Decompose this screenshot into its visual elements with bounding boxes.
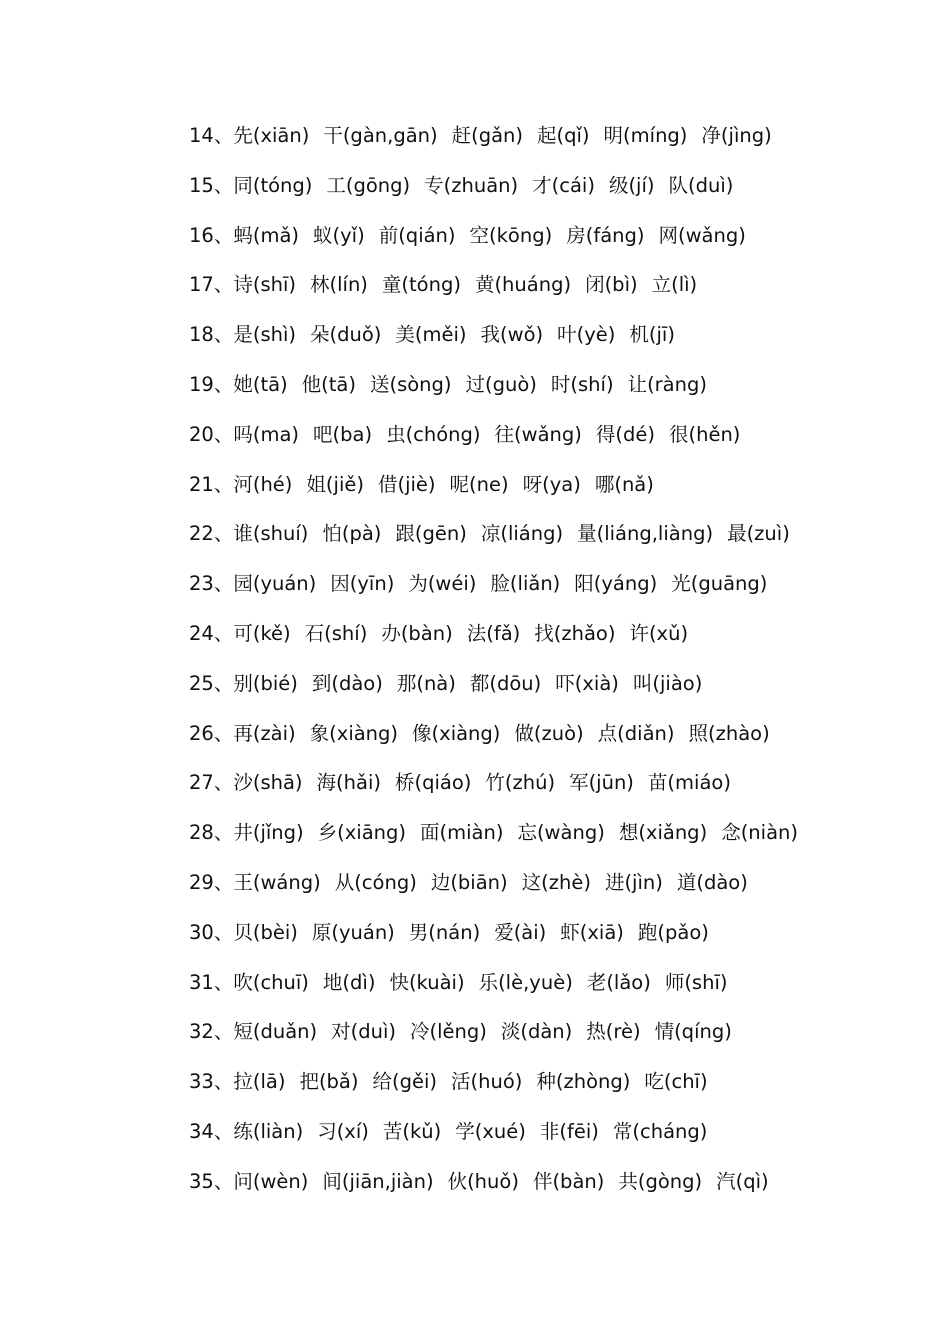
- character-entry: 诗(shī): [233, 273, 296, 297]
- character-entry: 伴(bàn): [532, 1169, 605, 1193]
- character-entry: 量(liáng,liàng): [577, 522, 714, 546]
- line-number: 18: [189, 323, 214, 347]
- character-entry: 黄(huáng): [474, 273, 572, 297]
- character-entry: 热(rè): [586, 1020, 641, 1044]
- character-entry: 拉(lā): [233, 1070, 286, 1094]
- character-entry: 共(gòng): [618, 1169, 703, 1193]
- character-entry: 乡(xiāng): [317, 821, 407, 845]
- character-entry: 网(wǎng): [658, 223, 746, 247]
- character-entry: 叶(yè): [557, 323, 616, 347]
- character-entry: 过(guò): [465, 372, 537, 396]
- character-entry: 呀(ya): [522, 472, 581, 496]
- character-entry: 朵(duǒ): [310, 323, 382, 347]
- line-number: 34: [189, 1119, 214, 1143]
- character-entry: 做(zuò): [514, 721, 584, 745]
- character-entry: 军(jūn): [569, 771, 634, 795]
- character-entry: 她(tā): [233, 372, 288, 396]
- character-entry: 河(hé): [233, 472, 293, 496]
- line-separator: 、: [213, 323, 234, 347]
- character-entry: 石(shí): [304, 621, 368, 645]
- line-separator: 、: [213, 920, 234, 944]
- character-entry: 情(qíng): [654, 1020, 732, 1044]
- line-number: 17: [189, 273, 214, 297]
- character-entry: 我(wǒ): [480, 323, 544, 347]
- character-entry: 往(wǎng): [494, 422, 582, 446]
- line-separator: 、: [213, 1070, 234, 1094]
- line-number: 16: [189, 223, 214, 247]
- character-entry: 竹(zhú): [485, 771, 556, 795]
- line-separator: 、: [213, 970, 234, 994]
- character-entry: 借(jiè): [377, 472, 436, 496]
- line-separator: 、: [213, 870, 234, 894]
- character-entry: 都(dōu): [469, 671, 542, 695]
- character-entry: 王(wáng): [233, 870, 321, 894]
- character-entry: 许(xǔ): [629, 621, 689, 645]
- character-entry: 地(dì): [322, 970, 376, 994]
- line-separator: 、: [213, 124, 234, 147]
- character-entry: 得(dé): [595, 422, 655, 446]
- character-entry: 最(zuì): [727, 522, 790, 546]
- character-entry: 立(lì): [651, 273, 698, 297]
- character-entry: 队(duì): [668, 173, 734, 197]
- line-separator: 、: [213, 223, 234, 247]
- character-entry: 吃(chī): [644, 1070, 708, 1094]
- character-entry: 非(fēi): [539, 1119, 599, 1143]
- line-separator: 、: [213, 522, 234, 546]
- line-number: 24: [189, 621, 214, 645]
- character-entry: 老(lǎo): [586, 970, 651, 994]
- character-entry: 干(gàn,gān): [323, 124, 438, 147]
- vocabulary-line: [189, 365, 929, 415]
- character-entry: 到(dào): [311, 671, 383, 695]
- vocabulary-line: [189, 265, 929, 315]
- character-entry: 找(zhǎo): [534, 621, 616, 645]
- character-entry: 才(cái): [532, 173, 595, 197]
- character-entry: 问(wèn): [233, 1169, 309, 1193]
- vocabulary-line: [189, 465, 929, 515]
- vocabulary-line: [189, 1062, 929, 1112]
- character-entry: 井(jǐng): [233, 821, 304, 845]
- character-entry: 林(lín): [310, 273, 368, 297]
- line-separator: 、: [213, 372, 234, 396]
- character-entry: 道(dào): [676, 870, 748, 894]
- line-number: 22: [189, 522, 214, 546]
- character-entry: 蚁(yǐ): [313, 223, 365, 247]
- character-entry: 很(hěn): [668, 422, 741, 446]
- character-entry: 怕(pà): [322, 522, 382, 546]
- character-entry: 童(tóng): [381, 273, 461, 297]
- character-entry: 明(míng): [603, 124, 688, 147]
- character-entry: 常(cháng): [612, 1119, 708, 1143]
- character-entry: 忘(wàng): [517, 821, 605, 845]
- line-number: 28: [189, 821, 214, 845]
- character-entry: 念(niàn): [721, 821, 798, 845]
- character-entry: 把(bǎ): [299, 1070, 359, 1094]
- character-entry: 虫(chóng): [386, 422, 481, 446]
- line-number: 25: [189, 671, 214, 695]
- character-entry: 谁(shuí): [233, 522, 309, 546]
- vocabulary-line: [189, 564, 929, 614]
- line-separator: 、: [213, 1020, 234, 1044]
- vocabulary-line: [189, 1112, 929, 1162]
- character-entry: 沙(shā): [233, 771, 303, 795]
- vocabulary-line: [189, 1162, 929, 1212]
- character-entry: 法(fǎ): [466, 621, 521, 645]
- character-entry: 可(kě): [233, 621, 291, 645]
- vocabulary-line: [189, 514, 929, 564]
- line-separator: 、: [213, 173, 234, 197]
- line-number: 35: [189, 1169, 214, 1193]
- character-entry: 别(bié): [233, 671, 298, 695]
- vocabulary-list: [189, 116, 929, 1212]
- character-entry: 吧(ba): [313, 422, 373, 446]
- character-entry: 前(qián): [378, 223, 456, 247]
- vocabulary-line: [189, 1012, 929, 1062]
- line-separator: 、: [213, 721, 234, 745]
- character-entry: 美(měi): [395, 323, 467, 347]
- character-entry: 吹(chuī): [233, 970, 309, 994]
- character-entry: 虾(xiā): [560, 920, 624, 944]
- character-entry: 照(zhào): [688, 721, 770, 745]
- character-entry: 学(xué): [455, 1119, 526, 1143]
- line-number: 29: [189, 870, 214, 894]
- character-entry: 间(jiān,jiàn): [322, 1169, 434, 1193]
- line-number: 31: [189, 970, 214, 994]
- character-entry: 工(gōng): [326, 173, 411, 197]
- character-entry: 师(shī): [664, 970, 728, 994]
- character-entry: 房(fáng): [566, 223, 645, 247]
- character-entry: 凉(liáng): [480, 522, 564, 546]
- character-entry: 想(xiǎng): [618, 821, 708, 845]
- vocabulary-line: [189, 714, 929, 764]
- line-number: 20: [189, 422, 214, 446]
- character-entry: 吗(ma): [233, 422, 300, 446]
- character-entry: 练(liàn): [233, 1119, 304, 1143]
- line-separator: 、: [213, 621, 234, 645]
- line-number: 32: [189, 1020, 214, 1044]
- line-number: 26: [189, 721, 214, 745]
- line-number: 27: [189, 771, 214, 795]
- vocabulary-line: [189, 415, 929, 465]
- character-entry: 男(nán): [408, 920, 481, 944]
- character-entry: 闭(bì): [585, 273, 638, 297]
- character-entry: 边(biān): [430, 870, 508, 894]
- character-entry: 跑(pǎo): [637, 920, 709, 944]
- character-entry: 让(ràng): [627, 372, 707, 396]
- character-entry: 快(kuài): [389, 970, 465, 994]
- line-number: 19: [189, 372, 214, 396]
- character-entry: 那(nà): [396, 671, 456, 695]
- character-entry: 贝(bèi): [233, 920, 298, 944]
- character-entry: 像(xiàng): [412, 721, 501, 745]
- line-separator: 、: [213, 821, 234, 845]
- line-separator: 、: [213, 1119, 234, 1143]
- vocabulary-line: [189, 166, 929, 216]
- vocabulary-line: [189, 763, 929, 813]
- vocabulary-line: [189, 664, 929, 714]
- vocabulary-line: [189, 614, 929, 664]
- character-entry: 跟(gēn): [395, 522, 467, 546]
- character-entry: 对(duì): [331, 1020, 396, 1044]
- line-number: 30: [189, 920, 214, 944]
- line-number: 21: [189, 472, 214, 496]
- character-entry: 苦(kǔ): [382, 1119, 442, 1143]
- character-entry: 面(miàn): [420, 821, 504, 845]
- character-entry: 冷(lěng): [409, 1020, 487, 1044]
- character-entry: 蚂(mǎ): [233, 223, 300, 247]
- character-entry: 淡(dàn): [500, 1020, 573, 1044]
- character-entry: 爱(ài): [494, 920, 547, 944]
- vocabulary-line: [189, 315, 929, 365]
- line-separator: 、: [213, 771, 234, 795]
- character-entry: 这(zhè): [521, 870, 591, 894]
- character-entry: 呢(ne): [449, 472, 509, 496]
- character-entry: 桥(qiáo): [394, 771, 472, 795]
- character-entry: 汽(qì): [716, 1169, 769, 1193]
- character-entry: 他(tā): [301, 372, 356, 396]
- line-separator: 、: [213, 572, 234, 596]
- vocabulary-line: [189, 216, 929, 266]
- line-number: 14: [189, 124, 214, 147]
- character-entry: 原(yuán): [311, 920, 395, 944]
- character-entry: 短(duǎn): [233, 1020, 318, 1044]
- character-entry: 象(xiàng): [309, 721, 399, 745]
- character-entry: 伙(huǒ): [447, 1169, 519, 1193]
- line-number: 15: [189, 173, 214, 197]
- line-separator: 、: [213, 472, 234, 496]
- character-entry: 姐(jiě): [306, 472, 364, 496]
- line-separator: 、: [213, 273, 234, 297]
- character-entry: 给(gěi): [372, 1070, 437, 1094]
- character-entry: 种(zhòng): [536, 1070, 631, 1094]
- character-entry: 是(shì): [233, 323, 296, 347]
- character-entry: 空(kōng): [469, 223, 553, 247]
- character-entry: 办(bàn): [381, 621, 453, 645]
- line-separator: 、: [213, 1169, 234, 1193]
- character-entry: 为(wéi): [408, 572, 477, 596]
- vocabulary-line: [189, 963, 929, 1013]
- character-entry: 光(guāng): [671, 572, 768, 596]
- character-entry: 阳(yáng): [574, 572, 658, 596]
- character-entry: 活(huó): [451, 1070, 523, 1094]
- character-entry: 时(shí): [550, 372, 614, 396]
- vocabulary-line: [189, 813, 929, 863]
- character-entry: 赶(gǎn): [451, 124, 524, 147]
- character-entry: 从(cóng): [334, 870, 417, 894]
- character-entry: 苗(miáo): [647, 771, 731, 795]
- character-entry: 哪(nǎ): [594, 472, 654, 496]
- character-entry: 因(yīn): [330, 572, 395, 596]
- vocabulary-line: [189, 863, 929, 913]
- character-entry: 脸(liǎn): [490, 572, 561, 596]
- line-separator: 、: [213, 671, 234, 695]
- vocabulary-line: [189, 913, 929, 963]
- character-entry: 习(xí): [317, 1119, 369, 1143]
- character-entry: 机(jī): [629, 323, 675, 347]
- character-entry: 送(sòng): [369, 372, 452, 396]
- character-entry: 专(zhuān): [424, 173, 519, 197]
- vocabulary-line: [189, 116, 929, 166]
- character-entry: 进(jìn): [604, 870, 663, 894]
- character-entry: 级(jí): [608, 173, 655, 197]
- line-number: 23: [189, 572, 214, 596]
- character-entry: 同(tóng): [233, 173, 313, 197]
- character-entry: 吓(xià): [555, 671, 619, 695]
- line-number: 33: [189, 1070, 214, 1094]
- character-entry: 点(diǎn): [597, 721, 675, 745]
- character-entry: 海(hǎi): [316, 771, 381, 795]
- character-entry: 叫(jiào): [632, 671, 703, 695]
- character-entry: 先(xiān): [233, 124, 310, 147]
- line-separator: 、: [213, 422, 234, 446]
- character-entry: 再(zài): [233, 721, 296, 745]
- character-entry: 园(yuán): [233, 572, 317, 596]
- character-entry: 起(qǐ): [537, 124, 590, 147]
- character-entry: 净(jìng): [701, 124, 772, 147]
- character-entry: 乐(lè,yuè): [478, 970, 573, 994]
